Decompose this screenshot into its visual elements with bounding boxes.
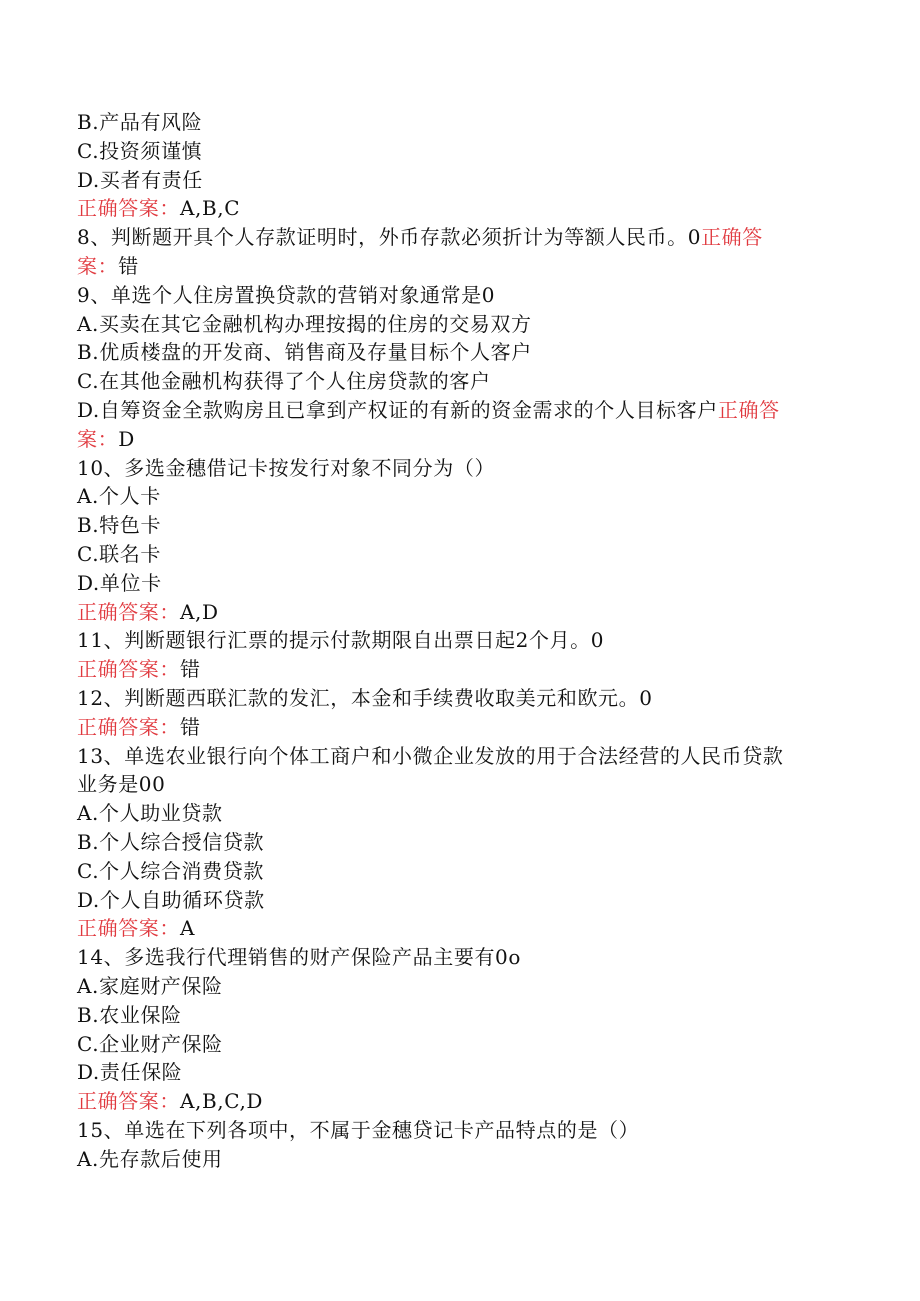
q14-option-a: A.家庭财产保险 [77,973,223,998]
q13-option-b: B.个人综合授信贷款 [77,829,265,854]
answer-label: 正确答 [701,225,763,250]
answer-label: 正确答案： [77,1089,180,1114]
option-text: D.自筹资金全款购房且已拿到产权证的有新的资金需求的个人目标客户 [77,397,718,422]
answer-value: A,D [180,599,219,624]
q14-option-b: B.农业保险 [77,1002,182,1027]
q10-option-a: A.个人卡 [77,484,161,509]
q8-question [77,223,837,252]
q7-answer [77,194,837,223]
q15-question: 15、单选在下列各项中，不属于金穗贷记卡产品特点的是（） [77,1117,640,1142]
q10-option-d: D.单位卡 [77,570,162,595]
q13-question-line1: 13、单选农业银行向个体工商户和小微企业发放的用于合法经营的人民币贷款 [77,743,784,768]
q9-option-b: B.优质楼盘的开发商、销售商及存量目标个人客户 [77,340,532,365]
q9-option-d [77,396,837,425]
q11-answer [77,655,837,684]
answer-label: 正确答案： [77,714,180,739]
q10-question: 10、多选金穗借记卡按发行对象不同分为（） [77,455,496,480]
q9-question: 9、单选个人住房置换贷款的营销对象通常是0 [77,282,496,307]
answer-label-continued: 案： [77,253,119,278]
answer-value: D [118,426,135,451]
answer-label-continued: 案： [77,426,119,451]
q12-question: 12、判断题西联汇款的发汇，本金和手续费收取美元和欧元。0 [77,685,653,710]
q9-answer [77,425,837,454]
q13-question-line2: 业务是00 [77,772,166,797]
q7-option-c: C.投资须谨慎 [77,138,203,163]
q9-option-c: C.在其他金融机构获得了个人住房贷款的客户 [77,369,491,394]
answer-label: 正确答案： [77,657,180,682]
question-content [77,108,837,1173]
q10-option-b: B.特色卡 [77,513,162,538]
q7-option-d: D.买者有责任 [77,167,203,192]
question-text: 8、判断题开具个人存款证明时，外币存款必须折计为等额人民币。0 [77,225,702,250]
answer-value: 错 [180,714,201,739]
answer-label: 正确答 [717,397,780,422]
q7-option-b: B.产品有风险 [77,110,203,134]
q8-answer [77,252,837,281]
answer-value: A [180,916,196,941]
q13-option-d: D.个人自助循环贷款 [77,887,265,912]
q9-option-a: A.买卖在其它金融机构办理按揭的住房的交易双方 [77,311,532,336]
q13-option-a: A.个人助业贷款 [77,801,223,826]
answer-value: A,B,C [180,196,241,221]
q12-answer [77,713,837,742]
q14-option-d: D.责任保险 [77,1060,183,1085]
answer-label: 正确答案： [77,599,180,624]
answer-label: 正确答案： [77,196,180,221]
q11-question: 11、判断题银行汇票的提示付款期限自出票日起2个月。0 [77,628,605,653]
answer-value: 错 [118,253,139,278]
q13-answer [77,914,837,943]
q13-option-c: C.个人综合消费贷款 [77,858,264,883]
q14-answer [77,1087,837,1116]
q14-question: 14、多选我行代理销售的财产保险产品主要有0o [77,945,522,970]
answer-value: A,B,C,D [180,1089,264,1114]
q15-option-a: A.先存款后使用 [77,1146,223,1171]
q14-option-c: C.企业财产保险 [77,1031,223,1056]
answer-value: 错 [180,657,201,682]
answer-label: 正确答案： [77,916,180,941]
q10-option-c: C.联名卡 [77,541,161,566]
q10-answer [77,598,837,627]
